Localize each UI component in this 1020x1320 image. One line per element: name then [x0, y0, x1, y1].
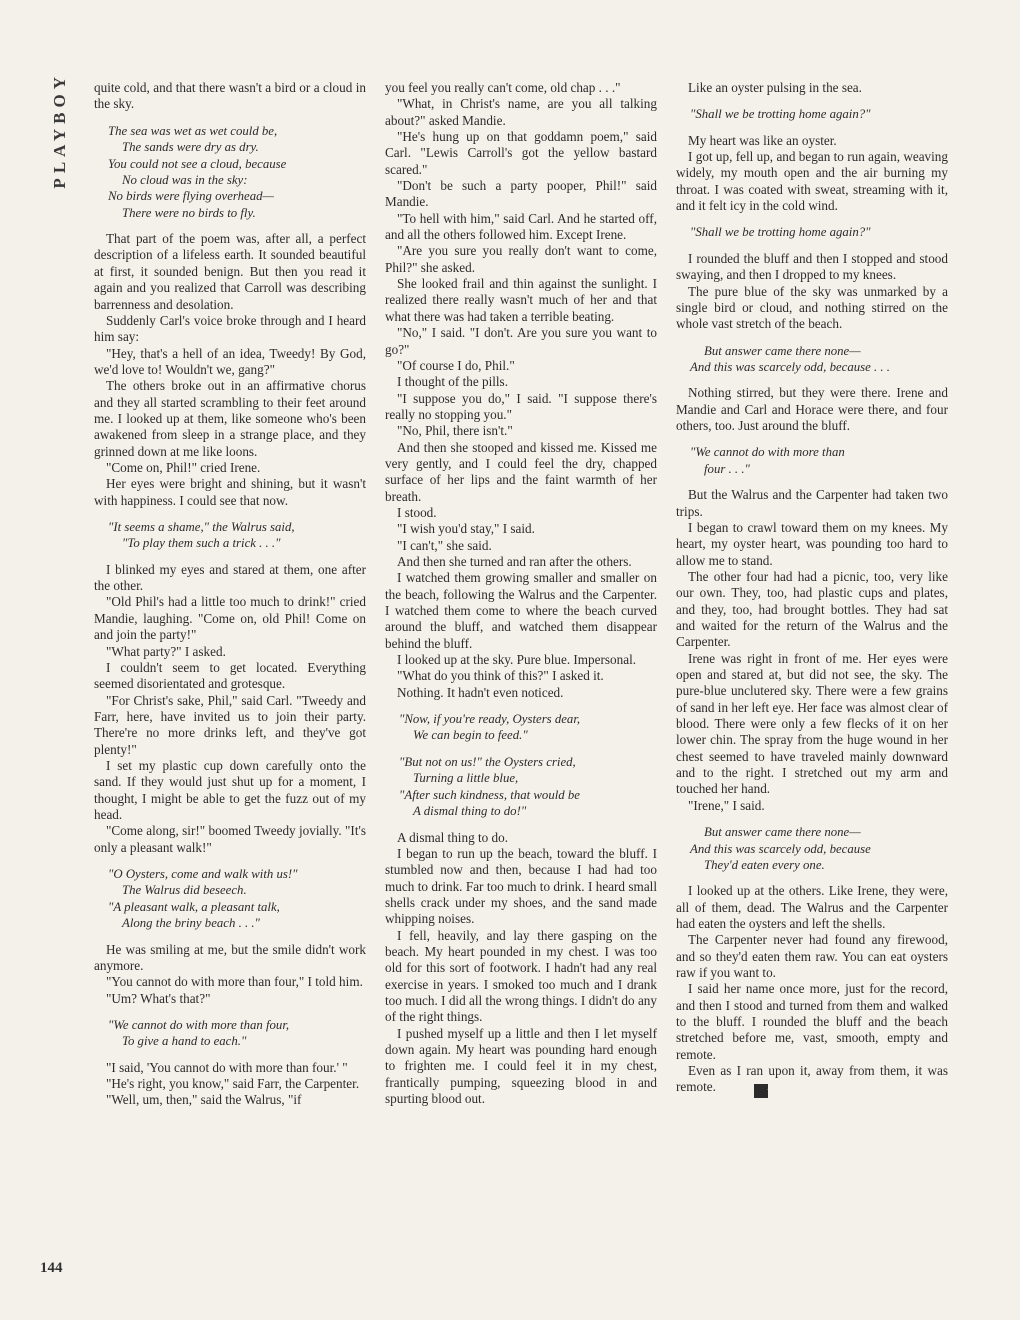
paragraph-text: I watched them growing smaller and smaller on the beach, following the Walrus and the Carpenter. I watched them come to where the beach curved around the bluff, and watched them disappear behind the bluff. [385, 570, 657, 651]
verse-line: And this was scarcely odd, because [690, 841, 871, 856]
verse-line: "O Oysters, come and walk with us!" [108, 866, 298, 881]
paragraph [385, 570, 657, 652]
verse-line: But answer came there none— [704, 825, 861, 840]
verse-line: The sands were dry as dry. [122, 140, 259, 155]
paragraph-text: "Irene," I said. [688, 797, 765, 813]
paragraph [676, 569, 948, 651]
paragraph [385, 1026, 657, 1108]
paragraph-text: I rounded the bluff and then I stopped and stood swaying, and then I dropped to my knees. [676, 250, 948, 283]
paragraph [94, 346, 366, 379]
paragraph [385, 521, 657, 537]
paragraph [94, 1092, 366, 1108]
paragraph-text: I looked up at the sky. Pure blue. Impersonal. [397, 652, 637, 668]
paragraph-text: She looked frail and thin against the sunlight. I realized there really wasn't much of her and that what there was had taken a terrible beating. [385, 276, 657, 324]
verse-line: "We cannot do with more than four, [108, 1017, 290, 1032]
paragraph-text: "Are you sure you really don't want to come, Phil?" she asked. [385, 243, 657, 275]
paragraph-text: I began to crawl toward them on my knees. My heart, my oyster heart, was pounding too hard to allow me to stand. [676, 519, 948, 568]
verse-block [108, 866, 366, 932]
paragraph [94, 460, 366, 476]
verse-line: They'd eaten every one. [704, 857, 825, 872]
paragraph-text: "You cannot do with more than four," I told him. [106, 974, 363, 990]
paragraph [676, 385, 948, 434]
paragraph [676, 651, 948, 798]
paragraph [94, 476, 366, 509]
paragraph [676, 932, 948, 981]
verse-line: The sea was wet as wet could be, [108, 123, 278, 138]
paragraph [94, 231, 366, 313]
paragraph-text: "What do you think of this?" I asked it. [397, 668, 604, 684]
paragraph-text: "Um? What's that?" [106, 990, 211, 1006]
text-column-3 [676, 80, 948, 1098]
paragraph [94, 693, 366, 758]
verse-block [108, 519, 366, 552]
paragraph [385, 325, 657, 358]
verse-block [690, 343, 948, 376]
paragraph [676, 883, 948, 932]
paragraph-text: "I said, 'You cannot do with more than four.' " [106, 1059, 348, 1075]
paragraph [385, 96, 657, 129]
paragraph-text: I set my plastic cup down carefully onto the sand. If they would just shut up for a moment, I thought, I might be able to get the fuzz out of my head. [94, 757, 366, 822]
paragraph [676, 1063, 948, 1098]
verse-block [690, 224, 948, 240]
paragraph-text: And then she turned and ran after the others. [397, 553, 632, 569]
verse-line: "A pleasant walk, a pleasant talk, [108, 899, 280, 914]
paragraph-text: Nothing. It hadn't even noticed. [397, 684, 564, 700]
paragraph [385, 80, 657, 96]
paragraph-text: But the Walrus and the Carpenter had taken two trips. [676, 487, 948, 519]
paragraph-text: I began to run up the beach, toward the bluff. I stumbled now and then, because I had had too much to drink. Far too much to drink. I heard small shells crack under my shoes, and the sand made whipping noises. [385, 845, 657, 927]
paragraph [385, 358, 657, 374]
paragraph-text: I pushed myself up a little and then I let myself down again. My heart was pounding hard enough to frighten me. I could feel it in my chest, frantically pumping, squeezing blood in and spurting blood out. [385, 1025, 657, 1106]
paragraph-text: "Well, um, then," said the Walrus, "if [106, 1092, 302, 1108]
verse-line: "We cannot do with more than [690, 445, 845, 460]
paragraph-text: That part of the poem was, after all, a perfect description of a lifeless earth. It sounded beautiful at first, it sounded benign. But then you read it again and you realized that Carroll was describing barrenness and desolation. [94, 231, 366, 312]
paragraph [676, 798, 948, 814]
verse-line: "Shall we be trotting home again?" [690, 107, 871, 122]
paragraph [94, 378, 366, 460]
paragraph-text: "Don't be such a party pooper, Phil!" said Mandie. [385, 178, 657, 210]
paragraph [385, 440, 657, 505]
verse-block [108, 123, 366, 221]
paragraph [676, 487, 948, 520]
paragraph-text: Irene was right in front of me. Her eyes were open and stared at, but did not see, the sky. The pure-blue unclutered sky. There were a few grains of sand in her left eye. Her face was almost clear of blood. There were only a few flecks of it on her lower chin. The spray from the huge wound in her chest seemed to have traveled mainly downward and to the right. I stretched out my arm and touched her hand. [676, 650, 948, 797]
paragraph [385, 685, 657, 701]
paragraph [385, 211, 657, 244]
verse-line: "Now, if you're ready, Oysters dear, [399, 712, 581, 727]
magazine-masthead: PLAYBOY [50, 72, 69, 189]
verse-block [108, 1017, 366, 1050]
paragraph [385, 129, 657, 178]
verse-line: Turning a little blue, [413, 771, 519, 786]
paragraph [676, 520, 948, 569]
paragraph [385, 538, 657, 554]
paragraph [385, 178, 657, 211]
paragraph-text: "Come on, Phil!" cried Irene. [106, 459, 261, 475]
verse-line: four . . ." [704, 461, 750, 476]
verse-line: "It seems a shame," the Walrus said, [108, 519, 295, 534]
paragraph [385, 423, 657, 439]
paragraph [94, 80, 366, 113]
paragraph [94, 758, 366, 823]
paragraph [676, 284, 948, 333]
paragraph [94, 562, 366, 595]
paragraph-text: Like an oyster pulsing in the sea. [688, 80, 862, 95]
paragraph-text: "No," I said. "I don't. Are you sure you want to go?" [385, 325, 657, 357]
paragraph-text: And then she stooped and kissed me. Kissed me very gently, and I could feel the dry, chapped surface of her lips and the faint warmth of her breath. [385, 439, 657, 504]
paragraph-text: A dismal thing to do. [397, 829, 508, 845]
paragraph-text: Even as I ran upon it, away from them, it was remote. [676, 1063, 948, 1095]
paragraph [385, 505, 657, 521]
page-number: 144 [40, 1260, 63, 1276]
paragraph-text: Suddenly Carl's voice broke through and I heard him say: [94, 312, 366, 345]
paragraph-text: I blinked my eyes and stared at them, one after the other. [94, 561, 366, 594]
paragraph [94, 660, 366, 693]
paragraph-text: "No, Phil, there isn't." [397, 423, 513, 439]
paragraph [385, 928, 657, 1026]
paragraph-text: "I suppose you do," I said. "I suppose there's really no stopping you." [385, 390, 657, 422]
verse-block [399, 711, 657, 744]
verse-line: And this was scarcely odd, because . . . [690, 360, 890, 374]
paragraph [94, 644, 366, 660]
paragraph [385, 243, 657, 276]
verse-line: No cloud was in the sky: [122, 172, 248, 187]
verse-line: We can begin to feed." [413, 728, 528, 743]
paragraph-text: "Of course I do, Phil." [397, 357, 515, 373]
paragraph-text: Her eyes were bright and shining, but it wasn't with happiness. I could see that now. [94, 476, 366, 508]
verse-line: A dismal thing to do!" [413, 804, 527, 819]
verse-line: To give a hand to each." [122, 1034, 247, 1049]
paragraph-text: "What, in Christ's name, are you all talking about?" asked Mandie. [385, 96, 657, 128]
paragraph-text: quite cold, and that there wasn't a bird or a cloud in the sky. [94, 80, 366, 112]
paragraph [94, 823, 366, 856]
paragraph-text: "I can't," she said. [397, 537, 492, 553]
paragraph [94, 942, 366, 975]
paragraph [385, 830, 657, 846]
paragraph [385, 374, 657, 390]
bunny-logo-icon: ♦ [754, 1084, 768, 1098]
verse-line: You could not see a cloud, because [108, 156, 287, 171]
paragraph [385, 652, 657, 668]
paragraph-text: I got up, fell up, and began to run again, weaving widely, my mouth open and the air burning my throat. I was coated with sweat, streaming with it, and it felt icy in the cold wind. [676, 149, 948, 214]
text-column-2 [385, 80, 657, 1107]
verse-line: "Shall we be trotting home again?" [690, 225, 871, 240]
paragraph-text: "To hell with him," said Carl. And he started off, and all the others followed him. Except Irene. [385, 210, 657, 243]
verse-block [690, 106, 948, 122]
paragraph-text: "Come along, sir!" boomed Tweedy jovially. "It's only a pleasant walk!" [94, 823, 366, 855]
verse-line: Along the briny beach . . ." [122, 916, 260, 931]
paragraph-text: I couldn't seem to get located. Everything seemed disorientated and grotesque. [94, 659, 366, 692]
paragraph [676, 149, 948, 214]
paragraph-text: I looked up at the others. Like Irene, they were, all of them, dead. The Walrus and the Carpenter had eaten the oysters and left the shells. [676, 883, 948, 932]
paragraph-text: I stood. [397, 504, 437, 520]
paragraph [676, 133, 948, 149]
paragraph [676, 80, 948, 96]
paragraph-text: I thought of the pills. [397, 374, 508, 390]
paragraph [385, 554, 657, 570]
paragraph-text: The pure blue of the sky was unmarked by a single bird or cloud, and nothing stirred on the whole vast stretch of the beach. [676, 283, 948, 332]
paragraph-text: "He's hung up on that goddamn poem," said Carl. "Lewis Carroll's got the yellow bastard scared." [385, 129, 657, 177]
paragraph [385, 276, 657, 325]
paragraph-text: "Old Phil's had a little too much to drink!" cried Mandie, laughing. "Come on, old Phil! Come on and join the party!" [94, 594, 366, 643]
paragraph-text: "He's right, you know," said Farr, the Carpenter. [106, 1076, 360, 1092]
paragraph [94, 991, 366, 1007]
paragraph [676, 251, 948, 284]
paragraph-text: "For Christ's sake, Phil," said Carl. "Tweedy and Farr, here, have invited us to join their party. There're no more drinks left, and they've got plenty!" [94, 692, 366, 757]
paragraph-text: Nothing stirred, but they were there. Irene and Mandie and Carl and Horace were there, and four others, too. Just around the bluff. [676, 385, 948, 434]
paragraph-text: you feel you really can't come, old chap . . ." [385, 80, 621, 95]
paragraph [94, 1076, 366, 1092]
paragraph-text: "I wish you'd stay," I said. [397, 521, 535, 537]
paragraph-text: The Carpenter never had found any firewood, and so they'd eaten them raw. You can eat oysters raw if you want to. [676, 932, 948, 981]
paragraph-text: The other four had had a picnic, too, very like our own. They, too, had plastic cups and plates, and they, too, had brought bottles. They had sat and waited for the return of the Walrus and the Carpenter. [676, 568, 948, 650]
paragraph-text: "What party?" I asked. [106, 643, 226, 659]
verse-block [399, 754, 657, 820]
paragraph [385, 391, 657, 424]
paragraph-text: "Hey, that's a hell of an idea, Tweedy! By God, we'd love to! Wouldn't we, gang?" [94, 345, 366, 377]
verse-line: The Walrus did beseech. [122, 883, 247, 898]
verse-line: "To play them such a trick . . ." [122, 536, 281, 551]
paragraph-text: He was smiling at me, but the smile didn't work anymore. [94, 941, 366, 973]
verse-line: "But not on us!" the Oysters cried, [399, 754, 576, 769]
paragraph [94, 1060, 366, 1076]
paragraph [94, 594, 366, 643]
paragraph [676, 981, 948, 1063]
paragraph-text: I fell, heavily, and lay there gasping on the beach. My heart pounded in my chest. I was too old for this sort of footwork. I hadn't had any real exercise in years. I smoked too much and I drank too much. I did all the wrong things. I didn't do any of the right things. [385, 927, 657, 1025]
verse-line: "After such kindness, that would be [399, 787, 580, 802]
paragraph-text: My heart was like an oyster. [688, 132, 837, 148]
paragraph [385, 846, 657, 928]
verse-block [690, 444, 948, 477]
verse-block [690, 824, 948, 873]
text-column-1 [94, 80, 366, 1109]
paragraph [385, 668, 657, 684]
paragraph [94, 313, 366, 346]
paragraph-text: I said her name once more, just for the record, and then I stood and turned from them and walked to the bluff. I rounded the bluff and the beach stretched before me, vast, smooth, empty and remote. [676, 981, 948, 1062]
paragraph-text: The others broke out in an affirmative chorus and they all started scrambling to their feet around me. I looked up at them, like someone who's been awakened from sleep in a strange place, and they grinned down at me like loons. [94, 378, 366, 459]
verse-line: But answer came there none— [704, 343, 861, 358]
verse-line: There were no birds to fly. [122, 205, 256, 220]
paragraph [94, 974, 366, 990]
verse-line: No birds were flying overhead— [108, 189, 274, 204]
